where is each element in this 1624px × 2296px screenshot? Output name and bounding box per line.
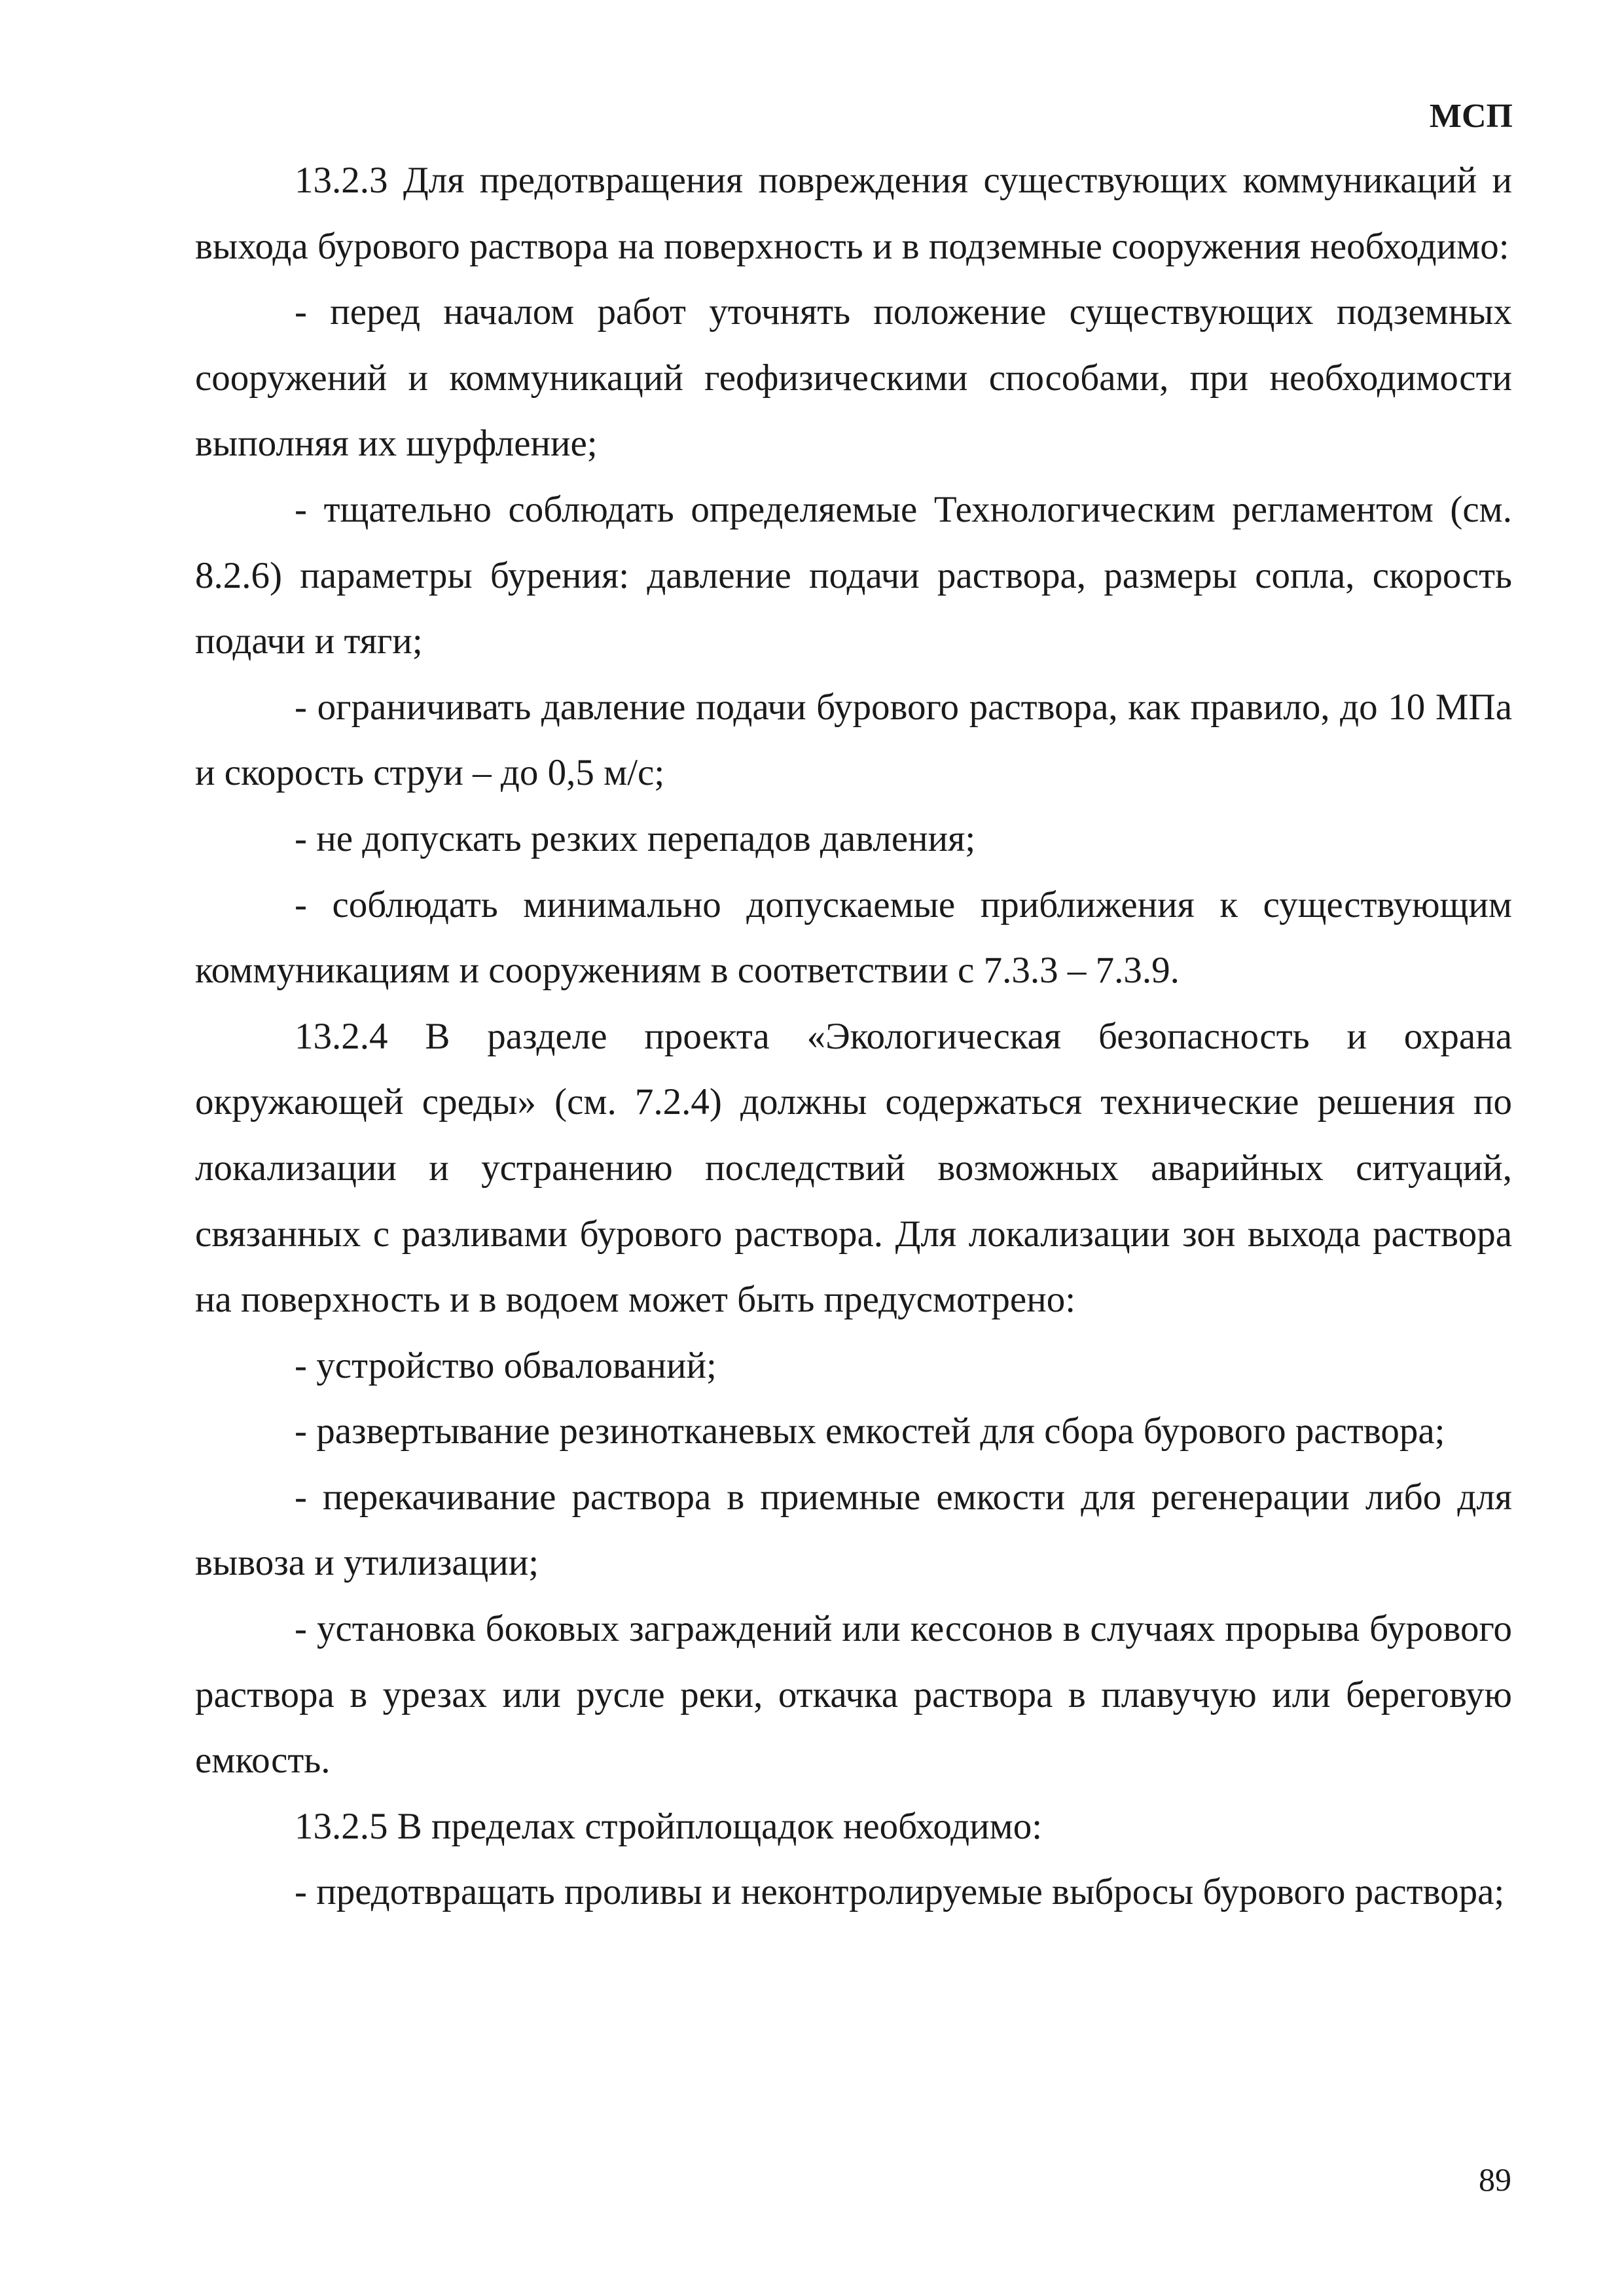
paragraph-13-2-5: 13.2.5 В пределах стройплощадок необходимо: xyxy=(295,1805,1043,1847)
list-item: - соблюдать минимально допускаемые приближения к существующим коммуникациям и сооружениям в соответствии с 7.3.3 – 7.3.9. xyxy=(195,884,1512,992)
paragraph-13-2-3: 13.2.3 Для предотвращения повреждения существующих коммуникаций и выхода бурового раствора на поверхность и в подземные сооружения необходимо: xyxy=(195,160,1512,267)
page-header: МСП xyxy=(1429,98,1513,135)
list-item: - предотвращать проливы и неконтролируемые выбросы бурового раствора; xyxy=(295,1871,1505,1913)
list-item: - перед началом работ уточнять положение существующих подземных сооружений и коммуникаций геофизическими способами, при необходимости выполняя их шурфление; xyxy=(195,291,1512,465)
list-item: - не допускать резких перепадов давления; xyxy=(295,817,976,859)
paragraph-13-2-4: 13.2.4 В разделе проекта «Экологическая безопасность и охрана окружающей среды» (см. 7.2.4) должны содержаться технические решения по локализации и устранению последствий возможных аварийных ситуаций, связанных с разливами бурового раствора. Для локализации зон выхода раствора на поверхность и в водоем может быть предусмотрено: xyxy=(195,1015,1512,1321)
page-number: 89 xyxy=(1479,2161,1511,2198)
list-item: - перекачивание раствора в приемные емкости для регенерации либо для вывоза и утилизации; xyxy=(195,1476,1512,1584)
list-item: - установка боковых заграждений или кессонов в случаях прорыва бурового раствора в урезах или русле реки, откачка раствора в плавучую или береговую емкость. xyxy=(195,1608,1512,1782)
document-body xyxy=(195,148,1512,1926)
list-item: - тщательно соблюдать определяемые Технологическим регламентом (см. 8.2.6) параметры бурения: давление подачи раствора, размеры сопла, скорость подачи и тяги; xyxy=(195,488,1512,662)
list-item: - ограничивать давление подачи бурового раствора, как правило, до 10 МПа и скорость струи – до 0,5 м/с; xyxy=(195,686,1512,794)
list-item: - развертывание резинотканевых емкостей для сбора бурового раствора; xyxy=(295,1410,1445,1452)
list-item: - устройство обвалований; xyxy=(295,1344,717,1386)
